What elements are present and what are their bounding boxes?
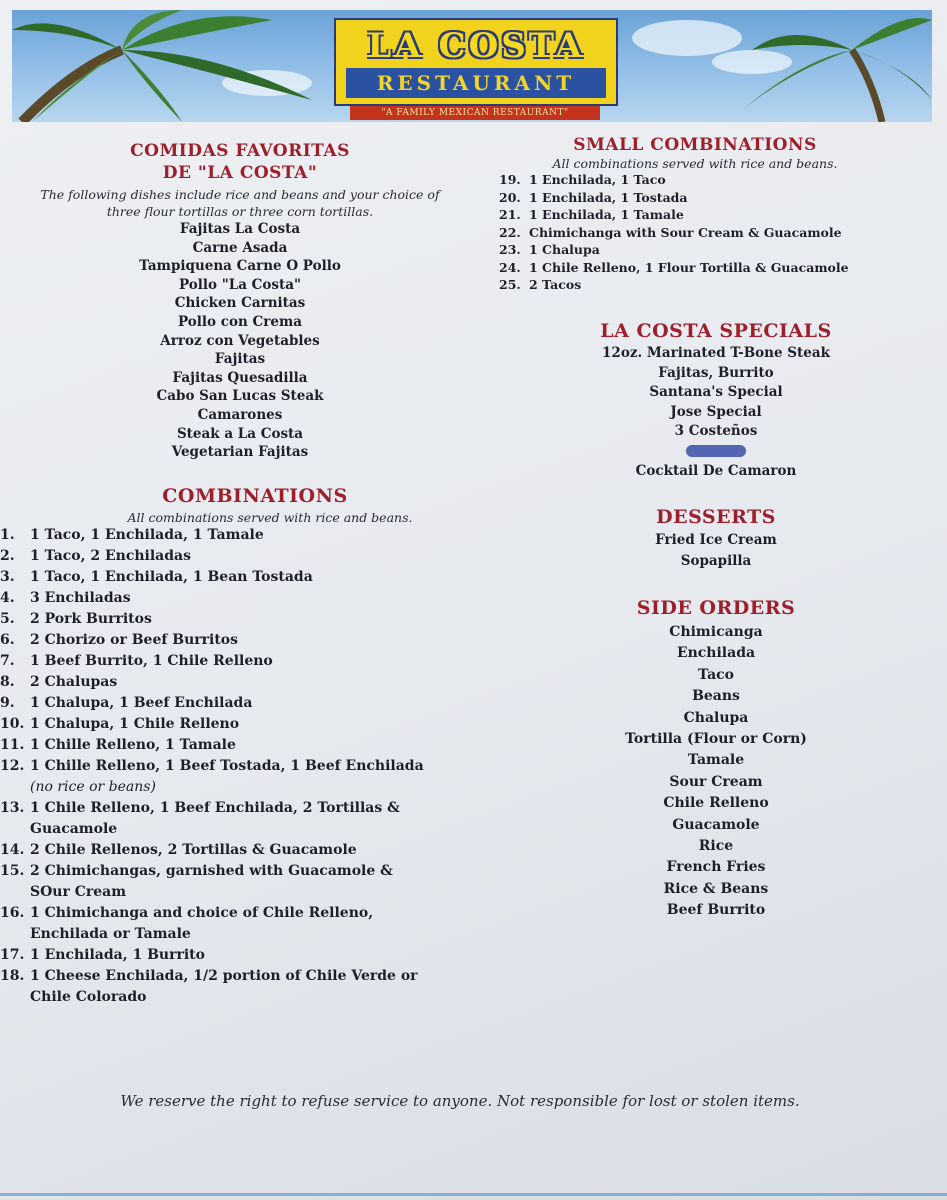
side-orders-section <box>570 594 862 921</box>
combination-row-number: 9. <box>0 695 15 711</box>
combination-row-number: 5. <box>0 611 15 627</box>
desserts-section <box>570 504 862 572</box>
footer-disclaimer: We reserve the right to refuse service to anyone. Not responsible for lost or stolen items. <box>120 1092 800 1110</box>
small-combination-row-number: 21. <box>499 207 521 222</box>
logo-title: LA COSTA <box>367 26 585 66</box>
small-combination-row-number: 23. <box>499 242 521 257</box>
palm-tree-left-image <box>12 10 342 122</box>
restaurant-logo <box>334 18 618 106</box>
specials-item: Fajitas, Burrito <box>658 364 774 381</box>
favoritas-item: Carne Asada <box>192 239 288 256</box>
combination-row-text: 1 Taco, 1 Enchilada, 1 Tamale <box>30 527 264 543</box>
combination-row <box>0 945 430 966</box>
side-order-item: Sour Cream <box>669 773 763 790</box>
combination-row-number: 12. <box>0 758 25 774</box>
side-order-item: Tortilla (Flour or Corn) <box>625 730 807 747</box>
combinations-list <box>0 525 470 1008</box>
combination-row-number: 14. <box>0 842 25 858</box>
dessert-item: Sopapilla <box>680 553 752 569</box>
favoritas-item: Cabo San Lucas Steak <box>156 388 324 405</box>
favoritas-item: Fajitas <box>214 351 266 368</box>
favoritas-item: Tampiquena Carne O Pollo <box>139 258 341 275</box>
side-orders-list <box>570 622 862 921</box>
small-combinations-title: SMALL COMBINATIONS <box>573 135 817 155</box>
small-combination-row-number: 25. <box>499 277 521 292</box>
combination-row <box>0 651 430 672</box>
combination-row <box>0 861 430 903</box>
combination-row <box>0 756 430 798</box>
combination-row-number: 18. <box>0 968 25 984</box>
small-combination-row <box>495 224 895 242</box>
side-order-item: Chalupa <box>683 709 749 726</box>
favoritas-title-line1: COMIDAS FAVORITAS <box>130 141 350 161</box>
favoritas-item: Pollo con Crema <box>178 313 302 330</box>
side-order-item: Rice & Beans <box>663 880 769 897</box>
logo-subtitle: RESTAURANT <box>346 68 606 98</box>
combination-row-text: 2 Chorizo or Beef Burritos <box>30 632 239 648</box>
combination-row-text: 1 Cheese Enchilada, 1/2 portion of Chile Verde or Chile Colorado <box>30 968 418 1005</box>
specials-title: LA COSTA SPECIALS <box>600 320 832 342</box>
combination-row-number: 6. <box>0 632 15 648</box>
specials-list-bottom <box>570 462 862 482</box>
combination-row-number: 8. <box>0 674 15 690</box>
side-order-item: Chile Relleno <box>663 795 769 812</box>
small-combination-row-number: 19. <box>499 172 521 187</box>
header-banner <box>12 10 932 122</box>
side-order-item: Beans <box>692 688 740 705</box>
small-combination-row <box>495 171 895 189</box>
specials-item: 12oz. Marinated T-Bone Steak <box>602 345 830 361</box>
favoritas-note-line2: three flour tortillas or three corn tortillas. <box>106 204 374 219</box>
side-order-item: Guacamole <box>672 816 760 833</box>
favoritas-note-line1: The following dishes include rice and beans and your choice of <box>40 187 440 202</box>
small-combination-row-number: 22. <box>499 224 521 240</box>
favoritas-item: Pollo "La Costa" <box>178 276 302 293</box>
combination-row-number: 11. <box>0 737 25 753</box>
combination-row-number: 13. <box>0 800 25 816</box>
combinations-title: COMBINATIONS <box>162 485 348 507</box>
small-combination-row-text: 1 Chalupa <box>529 242 600 257</box>
side-order-item: Chimicanga <box>669 624 763 640</box>
combination-row <box>0 798 430 840</box>
combination-row-text: 1 Chille Relleno, 1 Tamale <box>30 737 236 753</box>
favoritas-title-line2: DE "LA COSTA" <box>162 163 318 183</box>
specials-item: 3 Costeños <box>674 423 758 440</box>
combination-row-text: 2 Chimichangas, garnished with Guacamole & SOur Cream <box>30 863 393 900</box>
small-combination-row-text: Chimichanga with Sour Cream & Guacamole <box>529 224 842 240</box>
small-combination-row-text: 1 Enchilada, 1 Tamale <box>529 207 684 222</box>
small-combination-row-text: 1 Enchilada, 1 Taco <box>529 172 666 187</box>
combination-row <box>0 609 430 630</box>
small-combinations-section <box>495 134 895 294</box>
favoritas-note <box>40 186 440 220</box>
combination-row-text: 1 Chimichanga and choice of Chile Relleno, Enchilada or Tamale <box>30 905 374 942</box>
combination-row-text: 1 Chalupa, 1 Beef Enchilada <box>30 695 253 711</box>
specials-item: Jose Special <box>670 403 762 420</box>
combinations-note: All combinations served with rice and beans. <box>127 510 413 525</box>
combination-row-text: 1 Chille Relleno, 1 Beef Tostada, 1 Beef Enchilada <box>30 758 424 774</box>
combination-row-text: 1 Taco, 1 Enchilada, 1 Bean Tostada <box>30 569 313 585</box>
small-combination-row <box>495 206 895 224</box>
combination-row-number: 2. <box>0 548 15 564</box>
combination-row <box>0 588 430 609</box>
small-combination-row <box>495 276 895 294</box>
combination-row <box>0 546 430 567</box>
favoritas-item: Fajitas Quesadilla <box>172 369 308 386</box>
side-order-item: Tamale <box>687 752 745 769</box>
specials-item: Santana's Special <box>649 384 783 401</box>
combination-row <box>0 525 430 546</box>
combination-row <box>0 714 430 735</box>
combination-row <box>0 672 430 693</box>
combination-row-text: 1 Beef Burrito, 1 Chile Relleno <box>30 653 273 669</box>
combination-row-number: 17. <box>0 947 25 963</box>
small-combination-row-text: 2 Tacos <box>529 277 582 292</box>
combination-row-number: 16. <box>0 905 25 921</box>
side-order-item: Beef Burrito <box>666 902 766 919</box>
small-combination-row <box>495 259 895 277</box>
favoritas-item: Camarones <box>197 406 283 423</box>
small-combination-row-number: 24. <box>499 259 521 275</box>
favoritas-list <box>40 220 440 462</box>
combination-row-number: 10. <box>0 716 25 732</box>
combination-row-number: 7. <box>0 653 15 669</box>
combination-row <box>0 966 430 1008</box>
combination-row-text: 2 Pork Burritos <box>30 611 152 627</box>
small-combinations-note: All combinations served with rice and beans. <box>552 156 838 171</box>
side-order-item: Enchilada <box>676 645 756 662</box>
favoritas-section <box>40 140 440 462</box>
favoritas-item: Steak a La Costa <box>176 425 304 442</box>
combination-row-text: 1 Chalupa, 1 Chile Relleno <box>30 716 240 732</box>
small-combination-row <box>495 241 895 259</box>
favoritas-item: Arroz con Vegetables <box>160 332 320 349</box>
specials-list <box>570 344 862 442</box>
combination-row <box>0 840 430 861</box>
combination-row <box>0 735 430 756</box>
side-order-item: Taco <box>697 666 734 683</box>
side-order-item: French Fries <box>666 859 766 876</box>
small-combination-row-text: 1 Chile Relleno, 1 Flour Tortilla & Guacamole <box>529 259 849 275</box>
combination-row-text: 1 Taco, 2 Enchiladas <box>30 548 191 564</box>
specials-redacted-line <box>570 442 862 462</box>
combination-row <box>0 903 430 945</box>
combination-row-text: 1 Chile Relleno, 1 Beef Enchilada, 2 Tortillas & Guacamole <box>30 800 400 837</box>
specials-item: Cocktail De Camaron <box>635 462 797 479</box>
pen-scribble-mark <box>686 445 746 457</box>
small-combination-row <box>495 189 895 207</box>
combination-row-number: 4. <box>0 590 15 606</box>
favoritas-item: Vegetarian Fajitas <box>171 444 309 461</box>
palm-tree-right-image <box>732 10 932 122</box>
cloud <box>632 20 742 56</box>
favoritas-item: Fajitas La Costa <box>179 221 301 237</box>
side-order-item: Rice <box>698 837 734 854</box>
dessert-item: Fried Ice Cream <box>655 532 777 548</box>
small-combinations-list <box>495 171 895 294</box>
combination-row-text: 3 Enchiladas <box>30 590 131 606</box>
combination-row-number: 1. <box>0 527 15 543</box>
desserts-list <box>570 530 862 572</box>
combination-row-text: 2 Chalupas <box>30 674 118 690</box>
combination-row-text: 2 Chile Rellenos, 2 Tortillas & Guacamole <box>30 842 357 858</box>
combinations-section <box>0 484 470 1008</box>
small-combination-row-number: 20. <box>499 189 521 205</box>
combination-row <box>0 567 430 588</box>
combination-row-number: 3. <box>0 569 15 585</box>
specials-section <box>570 318 862 481</box>
combination-row-number: 15. <box>0 863 25 879</box>
side-orders-title: SIDE ORDERS <box>636 597 796 619</box>
combination-row-text: 1 Enchilada, 1 Burrito <box>30 947 205 963</box>
combination-row <box>0 693 430 714</box>
bottom-border <box>0 1193 947 1196</box>
combination-row-note: (no rice or beans) <box>30 779 156 795</box>
small-combination-row-text: 1 Enchilada, 1 Tostada <box>529 189 688 205</box>
tagline: "A FAMILY MEXICAN RESTAURANT" <box>350 106 600 120</box>
desserts-title: DESSERTS <box>656 506 776 528</box>
favoritas-title <box>40 140 440 184</box>
favoritas-item: Chicken Carnitas <box>174 295 306 312</box>
combination-row <box>0 630 430 651</box>
